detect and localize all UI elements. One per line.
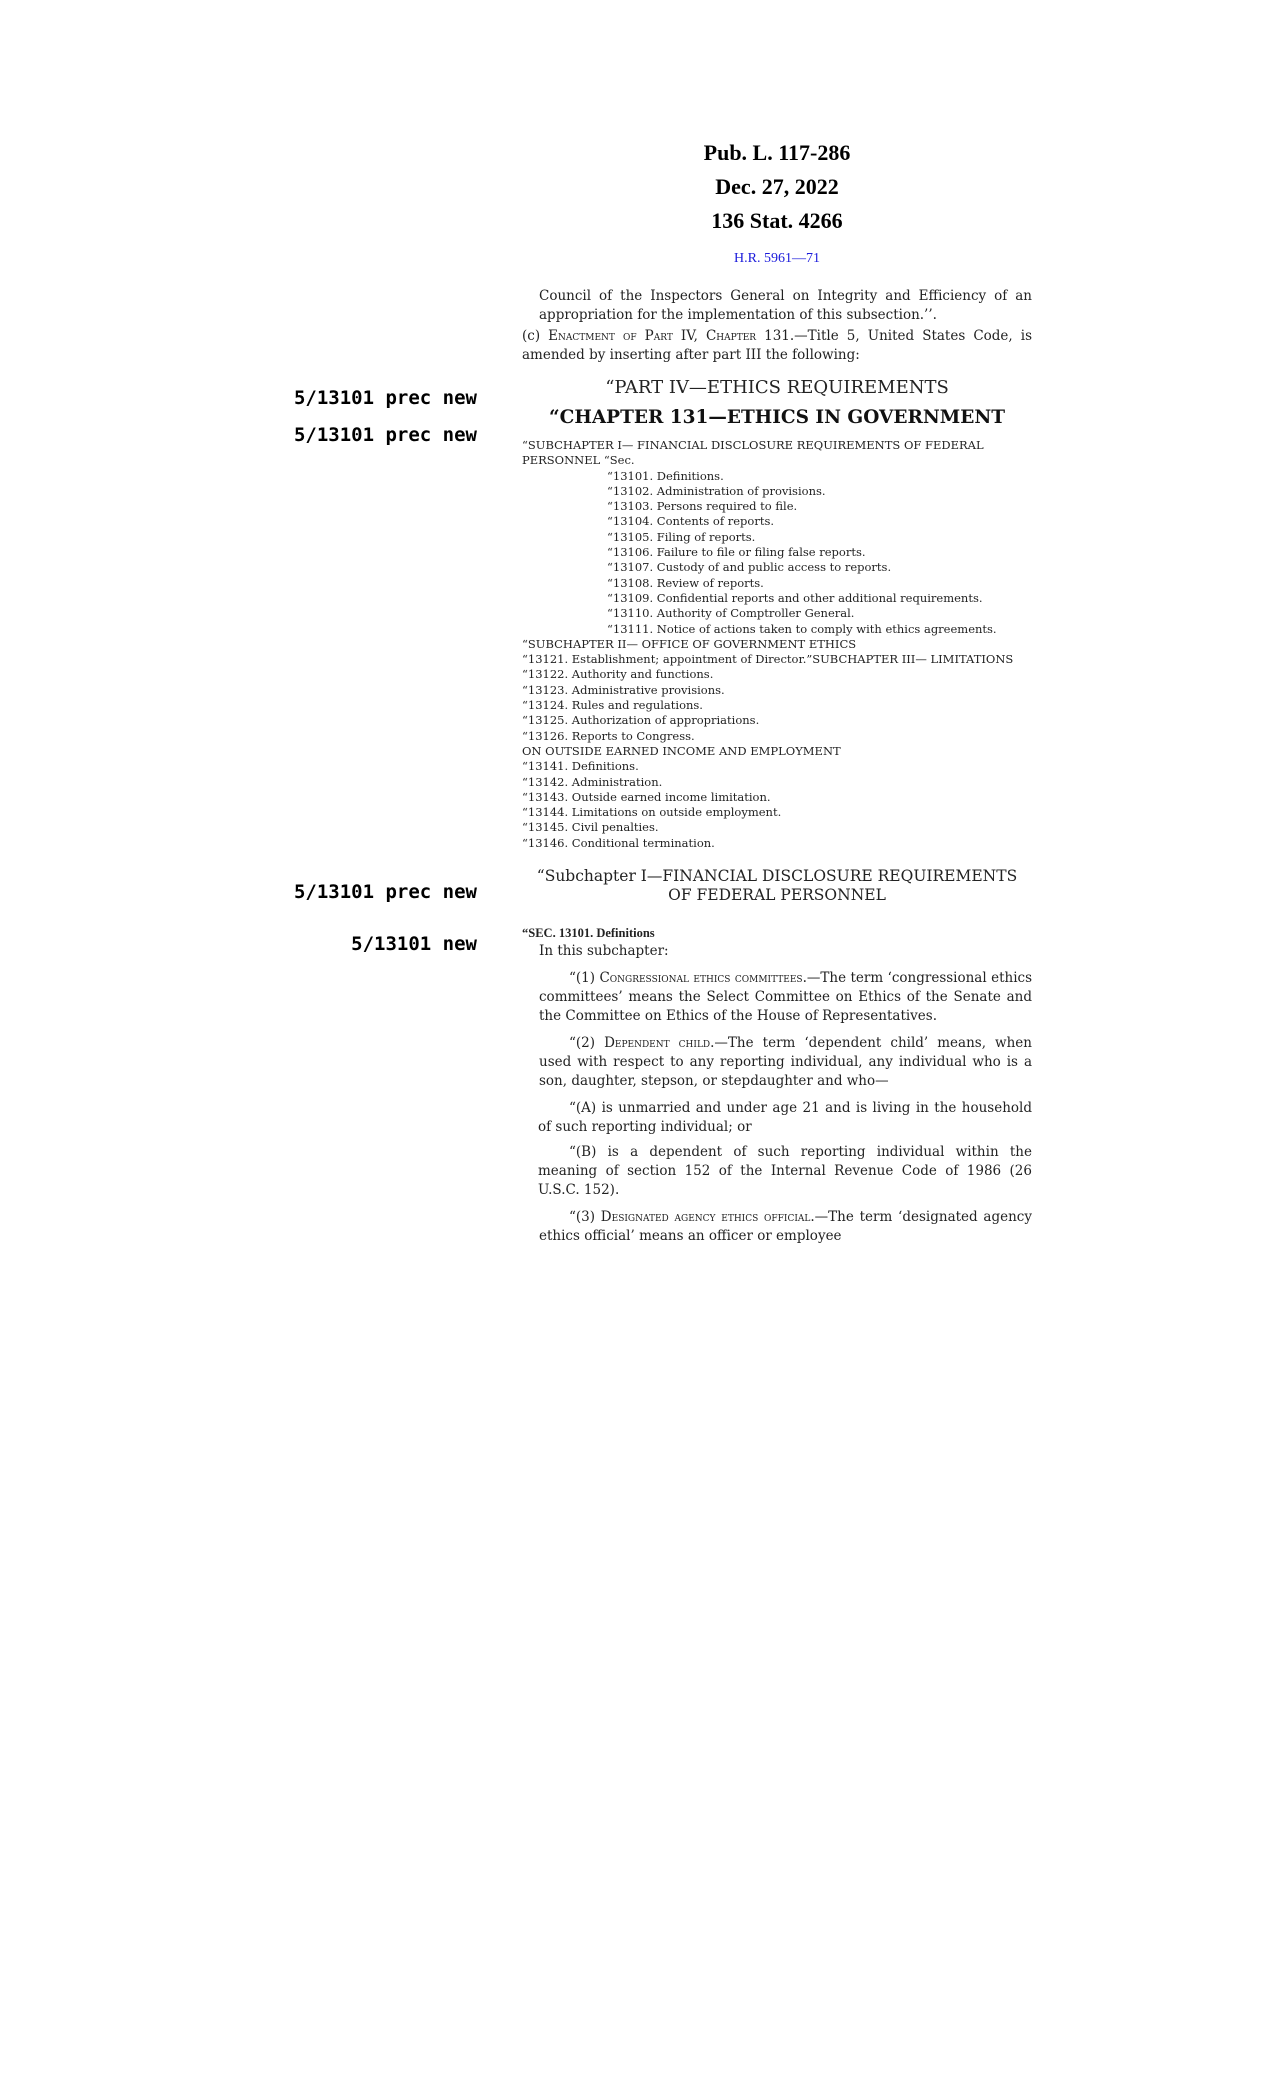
- toc-item: “13126. Reports to Congress.: [522, 728, 695, 743]
- definition-2: [539, 1034, 1032, 1091]
- chapter-heading: “CHAPTER 131—ETHICS IN GOVERNMENT: [548, 407, 1006, 428]
- table-of-contents: [522, 438, 1032, 851]
- margin-note-chapter: 5/13101 prec new: [293, 424, 477, 446]
- toc-item: “13109. Confidential reports and other additional requirements.: [607, 590, 983, 605]
- toc-item: “13122. Authority and functions.: [522, 667, 714, 682]
- toc-item: “13121. Establishment; appointment of Director.”SUBCHAPTER III— LIMITATIONS: [522, 652, 1014, 667]
- toc-item: “13106. Failure to file or filing false reports.: [607, 545, 866, 560]
- subchapter-heading: “Subchapter I—FINANCIAL DISCLOSURE REQUIREMENTS OF FEDERAL PERSONNEL: [536, 867, 1018, 904]
- statute-citation: 136 Stat. 4266: [711, 208, 843, 233]
- enactment-text: .—Title 5, United States Code, is amended by inserting after part III the following:: [522, 328, 1033, 363]
- toc-item: “13146. Conditional termination.: [522, 835, 715, 850]
- toc-item: “13111. Notice of actions taken to comply with ethics agreements.: [607, 621, 997, 636]
- definition-1-term: Congressional ethics committees: [599, 970, 803, 987]
- toc-item: “13105. Filing of reports.: [607, 529, 756, 544]
- definition-2-subparagraph-a: “(A) is unmarried and under age 21 and is living in the household of such reporting individual; or: [538, 1100, 1032, 1136]
- toc-item: “13102. Administration of provisions.: [607, 483, 826, 498]
- toc-item: “13143. Outside earned income limitation.: [522, 789, 771, 804]
- public-law-number: Pub. L. 117-286: [703, 140, 851, 165]
- margin-note-subchapter: 5/13101 prec new: [293, 881, 477, 903]
- definition-3-text: .—The term ‘designated agency ethics official’ means an officer or employee: [539, 1209, 1032, 1245]
- toc-item: “13144. Limitations on outside employment.: [522, 805, 782, 820]
- definition-3: [539, 1208, 1032, 1246]
- definition-2-subparagraph-b: “(B) is a dependent of such reporting individual within the meaning of section 152 of the Internal Revenue Code of 1986 (26 U.S.C. 152).: [538, 1144, 1032, 1199]
- enactment-prefix: (c): [522, 328, 549, 344]
- toc-item: “13101. Definitions.: [607, 468, 724, 483]
- toc-item: “13124. Rules and regulations.: [522, 698, 703, 713]
- toc-subchapter-3-heading: ON OUTSIDE EARNED INCOME AND EMPLOYMENT: [522, 743, 841, 758]
- toc-item: “13123. Administrative provisions.: [522, 682, 725, 697]
- definition-3-term: Designated agency ethics official: [600, 1209, 811, 1226]
- definition-1-text: .—The term ‘congressional ethics committees’ means the Select Committee on Ethics of the Senate and the Committee on Ethics of the House of Representatives.: [539, 970, 1032, 1025]
- definition-1: [539, 969, 1032, 1026]
- toc-item: “13125. Authorization of appropriations.: [522, 713, 760, 728]
- toc-item: “13142. Administration.: [522, 774, 663, 789]
- enactment-label: Enactment of Part IV, Chapter 131: [548, 328, 790, 344]
- margin-note-section: 5/13101 new: [351, 933, 477, 955]
- toc-item: “13145. Civil penalties.: [522, 820, 659, 835]
- toc-item: “13103. Persons required to file.: [607, 499, 798, 514]
- definition-2-text: .—The term ‘dependent child’ means, when used with respect to any reporting individual, any individual who is a son, daughter, stepson, or stepdaughter and who—: [539, 1035, 1032, 1090]
- continuation-paragraph: Council of the Inspectors General on Integrity and Efficiency of an appropriation for the implementation of this subsection.’’.: [539, 288, 1032, 323]
- margin-note-part: 5/13101 prec new: [293, 387, 477, 409]
- toc-item: “13107. Custody of and public access to reports.: [607, 560, 892, 575]
- bill-reference-link[interactable]: H.R. 5961—71: [734, 251, 820, 266]
- enactment-date: Dec. 27, 2022: [715, 174, 839, 199]
- toc-item: “13104. Contents of reports.: [607, 514, 775, 529]
- part-heading: “PART IV—ETHICS REQUIREMENTS: [605, 377, 949, 398]
- toc-item: “13141. Definitions.: [522, 759, 639, 774]
- toc-item: “13110. Authority of Comptroller General.: [607, 606, 855, 621]
- definition-2-term: Dependent child: [604, 1035, 711, 1052]
- enactment-paragraph: [522, 327, 1032, 365]
- toc-item: “13108. Review of reports.: [607, 575, 764, 590]
- definition-3-number: “(3): [569, 1209, 601, 1226]
- toc-subchapter-2-heading: “SUBCHAPTER II— OFFICE OF GOVERNMENT ETHICS: [522, 636, 857, 651]
- toc-subchapter-1-heading: “SUBCHAPTER I— FINANCIAL DISCLOSURE REQUIREMENTS OF FEDERAL PERSONNEL “Sec.: [522, 438, 984, 468]
- definition-1-number: “(1): [569, 970, 600, 987]
- main-text-column: [522, 136, 1032, 1246]
- section-lead-in: In this subchapter:: [539, 943, 669, 960]
- section-heading: “SEC. 13101. Definitions: [522, 926, 655, 941]
- definition-2-number: “(2): [569, 1035, 605, 1052]
